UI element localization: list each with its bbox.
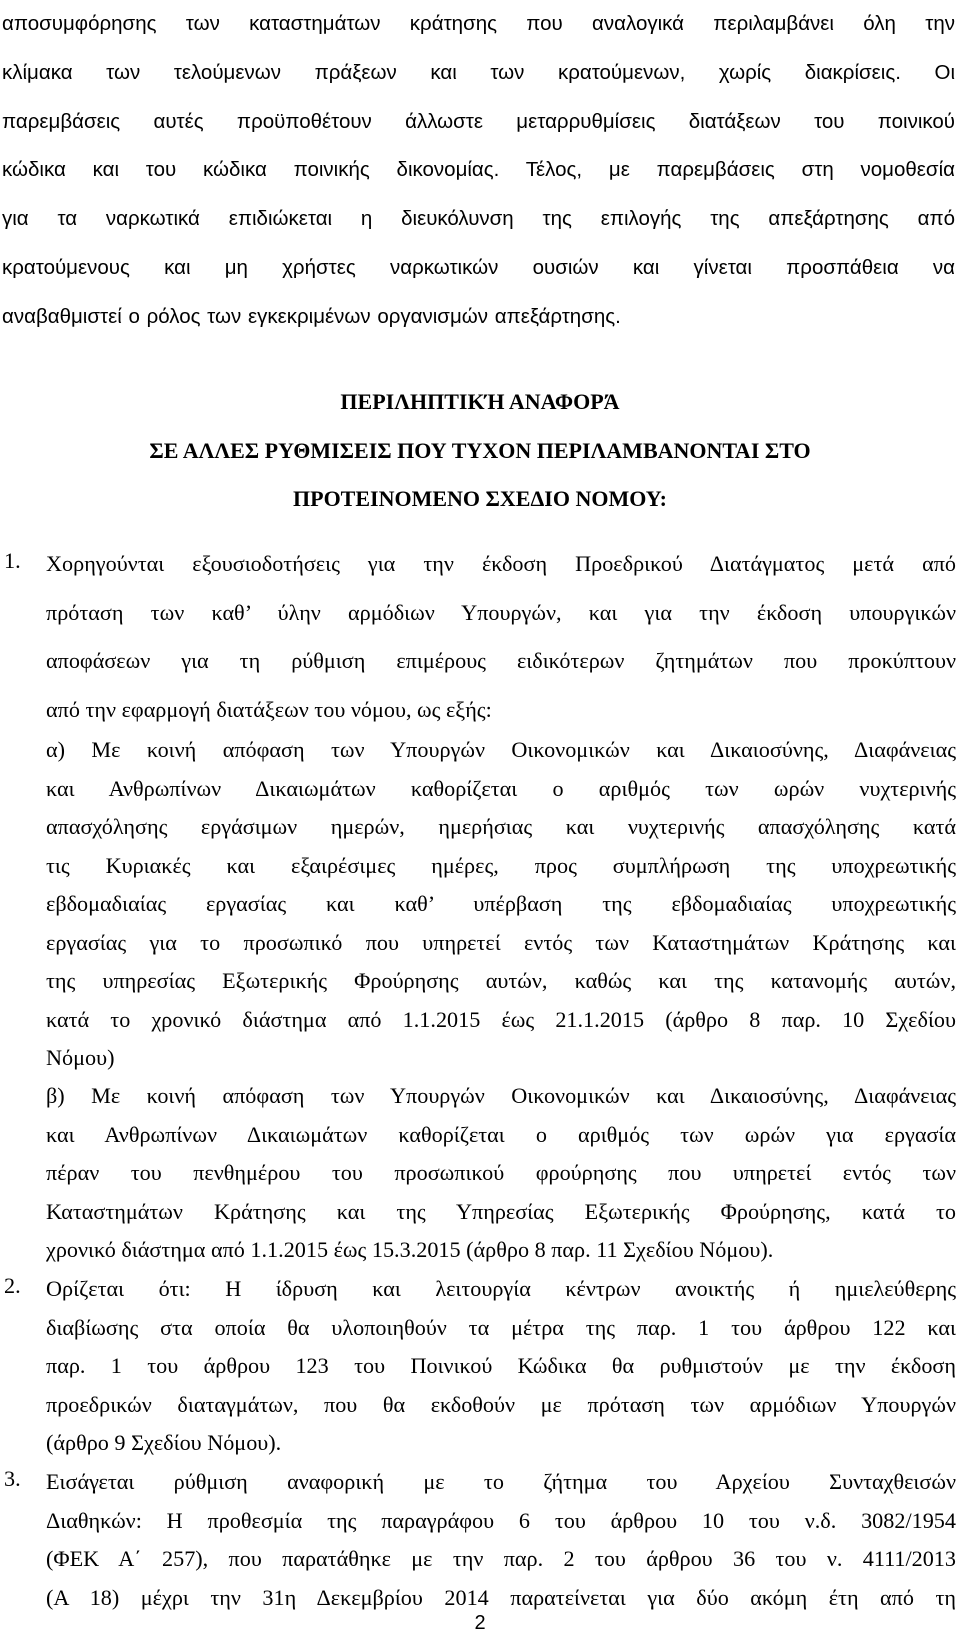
text-line: διαβίωσης στα οποία θα υλοποιηθούν τα μέτρα της παρ. 1 του άρθρου 122 και bbox=[46, 1314, 956, 1340]
text-line: Χορηγούνται εξουσιοδοτήσεις για την έκδοση Προεδρικού Διατάγματος μετά από bbox=[46, 551, 956, 576]
text-line: κρατούμενους και μη χρήστες ναρκωτικών ουσιών και γίνεται προσπάθεια να bbox=[2, 255, 955, 279]
text-line: από την εφαρμογή διατάξεων του νόμου, ως εξής: bbox=[46, 696, 492, 722]
text-line: κλίμακα των τελούμενων πράξεων και των κρατούμενων, χωρίς διακρίσεις. Οι bbox=[2, 60, 955, 84]
text-line: πέραν του πενθημέρου του προσωπικού φρούρησης που υπηρετεί εντός των bbox=[46, 1160, 956, 1185]
text-line: της υπηρεσίας Εξωτερικής Φρούρησης αυτών, καθώς και της κατανομής αυτών, bbox=[46, 968, 956, 993]
text-line: εργασίας για το προσωπικό που υπηρετεί εντός των Καταστημάτων Κράτησης και bbox=[46, 929, 956, 955]
text-line: απασχόλησης εργάσιμων ημερών, ημερήσιας και νυχτερινής απασχόλησης κατά bbox=[46, 814, 956, 839]
intro-paragraph bbox=[2, 0, 955, 342]
page-number: 2 bbox=[474, 1612, 486, 1634]
text-line: Διαθηκών: Η προθεσμία της παραγράφου 6 του άρθρου 10 του ν.δ. 3082/1954 bbox=[46, 1507, 956, 1533]
text-line: αποσυμφόρησης των καταστημάτων κράτησης που αναλογικά περιλαμβάνει όλη την bbox=[2, 12, 955, 35]
text-line: (ΦΕΚ Α΄ 257), που παρατάθηκε με την παρ. 2 του άρθρου 36 του ν. 4111/2013 bbox=[46, 1546, 956, 1571]
text-line: Καταστημάτων Κράτησης και της Υπηρεσίας Εξωτερικής Φρούρησης, κατά το bbox=[46, 1198, 956, 1224]
item-number: 1. bbox=[4, 548, 21, 573]
heading-line: ΠΕΡΙΛΗΠΤΙΚΉ ΑΝΑΦΟΡΆ bbox=[340, 389, 620, 414]
item-number: 2. bbox=[4, 1273, 21, 1298]
text-line: α) Με κοινή απόφαση των Υπουργών Οικονομικών και Δικαιοσύνης, Διαφάνειας bbox=[46, 737, 956, 762]
text-line: πρόταση των καθ’ ύλην αρμόδιων Υπουργών, και για την έκδοση υπουργικών bbox=[46, 599, 956, 625]
item-number: 3. bbox=[4, 1466, 21, 1491]
text-line: Εισάγεται ρύθμιση αναφορική με το ζήτημα του Αρχείου Συνταχθεισών bbox=[46, 1469, 956, 1494]
text-line: τις Κυριακές και εξαιρέσιμες ημέρες, προς συμπλήρωση της υποχρεωτικής bbox=[46, 852, 956, 878]
text-line: κώδικα και του κώδικα ποινικής δικονομίας. Τέλος, με παρεμβάσεις στη νομοθεσία bbox=[2, 158, 955, 182]
item-text bbox=[46, 734, 956, 1081]
text-line: και Ανθρωπίνων Δικαιωμάτων καθορίζεται ο αριθμός των ωρών για εργασία bbox=[46, 1121, 956, 1147]
heading-line: ΣΕ ΑΛΛΕΣ ΡΥΘΜΙΣΕΙΣ ΠΟΥ ΤΥΧΟΝ ΠΕΡΙΛΑΜΒΑΝΟΝΤΑΙ ΣΤΟ bbox=[149, 437, 811, 463]
text-line: Ορίζεται ότι: Η ίδρυση και λειτουργία κέντρων ανοικτής ή ημιελεύθερης bbox=[46, 1276, 956, 1301]
text-line: για τα ναρκωτικά επιδιώκεται η διευκόλυνση της επιλογής της απεξάρτησης από bbox=[2, 207, 955, 231]
text-line: παρ. 1 του άρθρου 123 του Ποινικού Κώδικα θα ρυθμιστούν με την έκδοση bbox=[46, 1353, 956, 1378]
item-text bbox=[46, 1273, 956, 1466]
text-line: κατά το χρονικό διάστημα από 1.1.2015 έως 21.1.2015 (άρθρο 8 παρ. 10 Σχεδίου bbox=[46, 1006, 956, 1032]
item-text bbox=[46, 548, 956, 742]
item-text bbox=[46, 1466, 956, 1620]
heading-line: ΠΡΟΤΕΙΝΟΜΕΝΟ ΣΧΕΔΙΟ ΝΟΜΟΥ: bbox=[293, 486, 667, 511]
text-line: αποφάσεων για τη ρύθμιση επιμέρους ειδικότερων ζητημάτων που προκύπτουν bbox=[46, 648, 956, 673]
text-line: παρεμβάσεις αυτές προϋποθέτουν άλλωστε μεταρρυθμίσεις διατάξεων του ποινικού bbox=[2, 109, 955, 133]
text-line: αναβαθμιστεί ο ρόλος των εγκεκριμένων οργανισμών απεξάρτησης. bbox=[2, 304, 621, 328]
text-line: β) Με κοινή απόφαση των Υπουργών Οικονομικών και Δικαιοσύνης, Διαφάνειας bbox=[46, 1083, 956, 1108]
text-line: χρονικό διάστημα από 1.1.2015 έως 15.3.2015 (άρθρο 8 παρ. 11 Σχεδίου Νόμου). bbox=[46, 1237, 774, 1262]
item-text bbox=[46, 1080, 956, 1273]
text-line: (άρθρο 9 Σχεδίου Νόμου). bbox=[46, 1430, 282, 1455]
text-line: και Ανθρωπίνων Δικαιωμάτων καθορίζεται ο αριθμός των ωρών νυχτερινής bbox=[46, 775, 956, 801]
text-line: (Α 18) μέχρι την 31η Δεκεμβρίου 2014 παρατείνεται για δύο ακόμη έτη από τη bbox=[46, 1584, 956, 1610]
text-line: προεδρικών διαταγμάτων, που θα εκδοθούν με πρόταση των αρμόδιων Υπουργών bbox=[46, 1391, 956, 1417]
section-heading bbox=[0, 378, 960, 524]
text-line: Νόμου) bbox=[46, 1045, 115, 1070]
text-line: εβδομαδιαίας εργασίας και καθ’ υπέρβαση της εβδομαδιαίας υποχρεωτικής bbox=[46, 891, 956, 916]
